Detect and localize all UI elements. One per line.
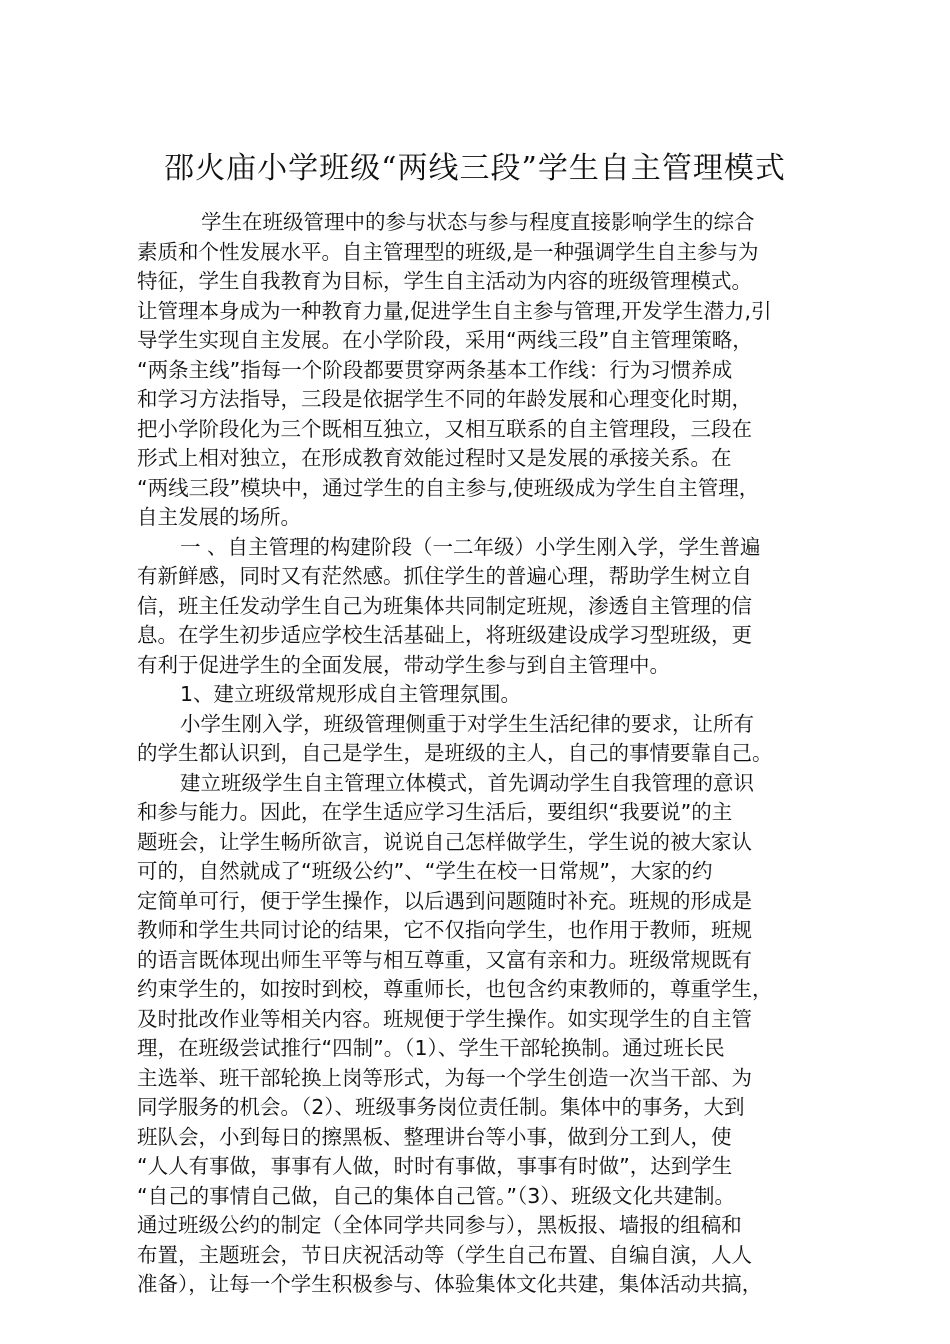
text-line: 把小学阶段化为三个既相互独立，又相互联系的自主管理段，三段在 bbox=[137, 416, 752, 441]
text-line: 理，在班级尝试推行“四制”。（1）、学生干部轮换制。通过班长民 bbox=[137, 1036, 725, 1060]
text-line: 准备），让每一个学生积极参与、体验集体文化共建，集体活动共搞， bbox=[137, 1272, 763, 1296]
document-title: 邵火庙小学班级“两线三段”学生自主管理模式 bbox=[164, 151, 786, 186]
text-line: 的学生都认识到，自己是学生，是班级的主人，自己的事情要靠自己。 bbox=[137, 741, 773, 765]
text-line: 特征，学生自我教育为目标，学生自主活动为内容的班级管理模式。 bbox=[137, 269, 752, 293]
text-line: “自己的事情自己做，自己的集体自己管。”（3）、班级文化共建制。 bbox=[137, 1183, 736, 1208]
text-line: 教师和学生共同讨论的结果，它不仅指向学生，也作用于教师，班规 bbox=[137, 918, 752, 942]
text-line: 的语言既体现出师生平等与相互尊重，又富有亲和力。班级常规既有 bbox=[137, 947, 752, 972]
text-line: “两线三段”模块中，通过学生的自主参与,使班级成为学生自主管理， bbox=[137, 475, 760, 500]
text-line: 形式上相对独立，在形成教育效能过程时又是发展的承接关系。在 bbox=[137, 446, 732, 470]
text-line: 学生在班级管理中的参与状态与参与程度直接影响学生的综合 bbox=[201, 210, 755, 234]
text-line: 一 、自主管理的构建阶段（一二年级）小学生刚入学，学生普遍 bbox=[180, 534, 761, 559]
document-body bbox=[137, 208, 839, 1300]
text-line: 班队会，小到每日的擦黑板、整理讲台等小事，做到分工到人，使 bbox=[137, 1124, 732, 1149]
text-line: 和学习方法指导，三段是依据学生不同的年龄发展和心理变化时期， bbox=[137, 387, 752, 411]
section-heading: 1、建立班级常规形成自主管理氛围。 bbox=[180, 682, 522, 706]
text-line: 约束学生的，如按时到校，尊重师长，也包含约束教师的，尊重学生， bbox=[137, 977, 773, 1001]
text-line: 题班会，让学生畅所欲言，说说自己怎样做学生，学生说的被大家认 bbox=[137, 829, 752, 854]
text-line: 可的，自然就成了“班级公约”、“学生在校一日常规”，大家的约 bbox=[137, 859, 713, 883]
text-line: 让管理本身成为一种教育力量,促进学生自主参与管理,开发学生潜力,引 bbox=[137, 298, 772, 323]
text-line: 建立班级学生自主管理立体模式，首先调动学生自我管理的意识 bbox=[180, 770, 754, 795]
text-line: 及时批改作业等相关内容。班规便于学生操作。如实现学生的自主管 bbox=[137, 1006, 752, 1031]
text-line: 同学服务的机会。（2）、班级事务岗位责任制。集体中的事务，大到 bbox=[137, 1095, 745, 1119]
text-line: “人人有事做，事事有人做，时时有事做，事事有时做”，达到学生 bbox=[137, 1154, 733, 1178]
text-line: 自主发展的场所。 bbox=[137, 505, 301, 529]
text-line: 信，班主任发动学生自己为班集体共同制定班规，渗透自主管理的信 bbox=[137, 593, 752, 618]
text-line: 有利于促进学生的全面发展，带动学生参与到自主管理中。 bbox=[137, 652, 670, 677]
text-line: 主选举、班干部轮换上岗等形式，为每一个学生创造一次当干部、为 bbox=[137, 1065, 752, 1090]
text-line: 和参与能力。因此，在学生适应学习生活后，要组织“我要说”的主 bbox=[137, 800, 733, 824]
text-line: 有新鲜感，同时又有茫然感。抓住学生的普遍心理，帮助学生树立自 bbox=[137, 564, 752, 588]
text-line: 定简单可行，便于学生操作，以后遇到问题随时补充。班规的形成是 bbox=[137, 888, 752, 913]
text-line: 布置，主题班会，节日庆祝活动等（学生自己布置、自编自演，人人 bbox=[137, 1242, 752, 1267]
text-line: 素质和个性发展水平。自主管理型的班级,是一种强调学生自主参与为 bbox=[137, 239, 759, 264]
text-line: 通过班级公约的制定（全体同学共同参与），黑板报、墙报的组稿和 bbox=[137, 1213, 742, 1237]
text-line: “两条主线”指每一个阶段都要贯穿两条基本工作线：行为习惯养成 bbox=[137, 357, 733, 382]
text-line: 小学生刚入学，班级管理侧重于对学生生活纪律的要求，让所有 bbox=[180, 711, 754, 736]
text-line: 息。在学生初步适应学校生活基础上，将班级建设成学习型班级，更 bbox=[137, 623, 752, 647]
text-line: 导学生实现自主发展。在小学阶段，采用“两线三段”自主管理策略， bbox=[137, 328, 753, 352]
